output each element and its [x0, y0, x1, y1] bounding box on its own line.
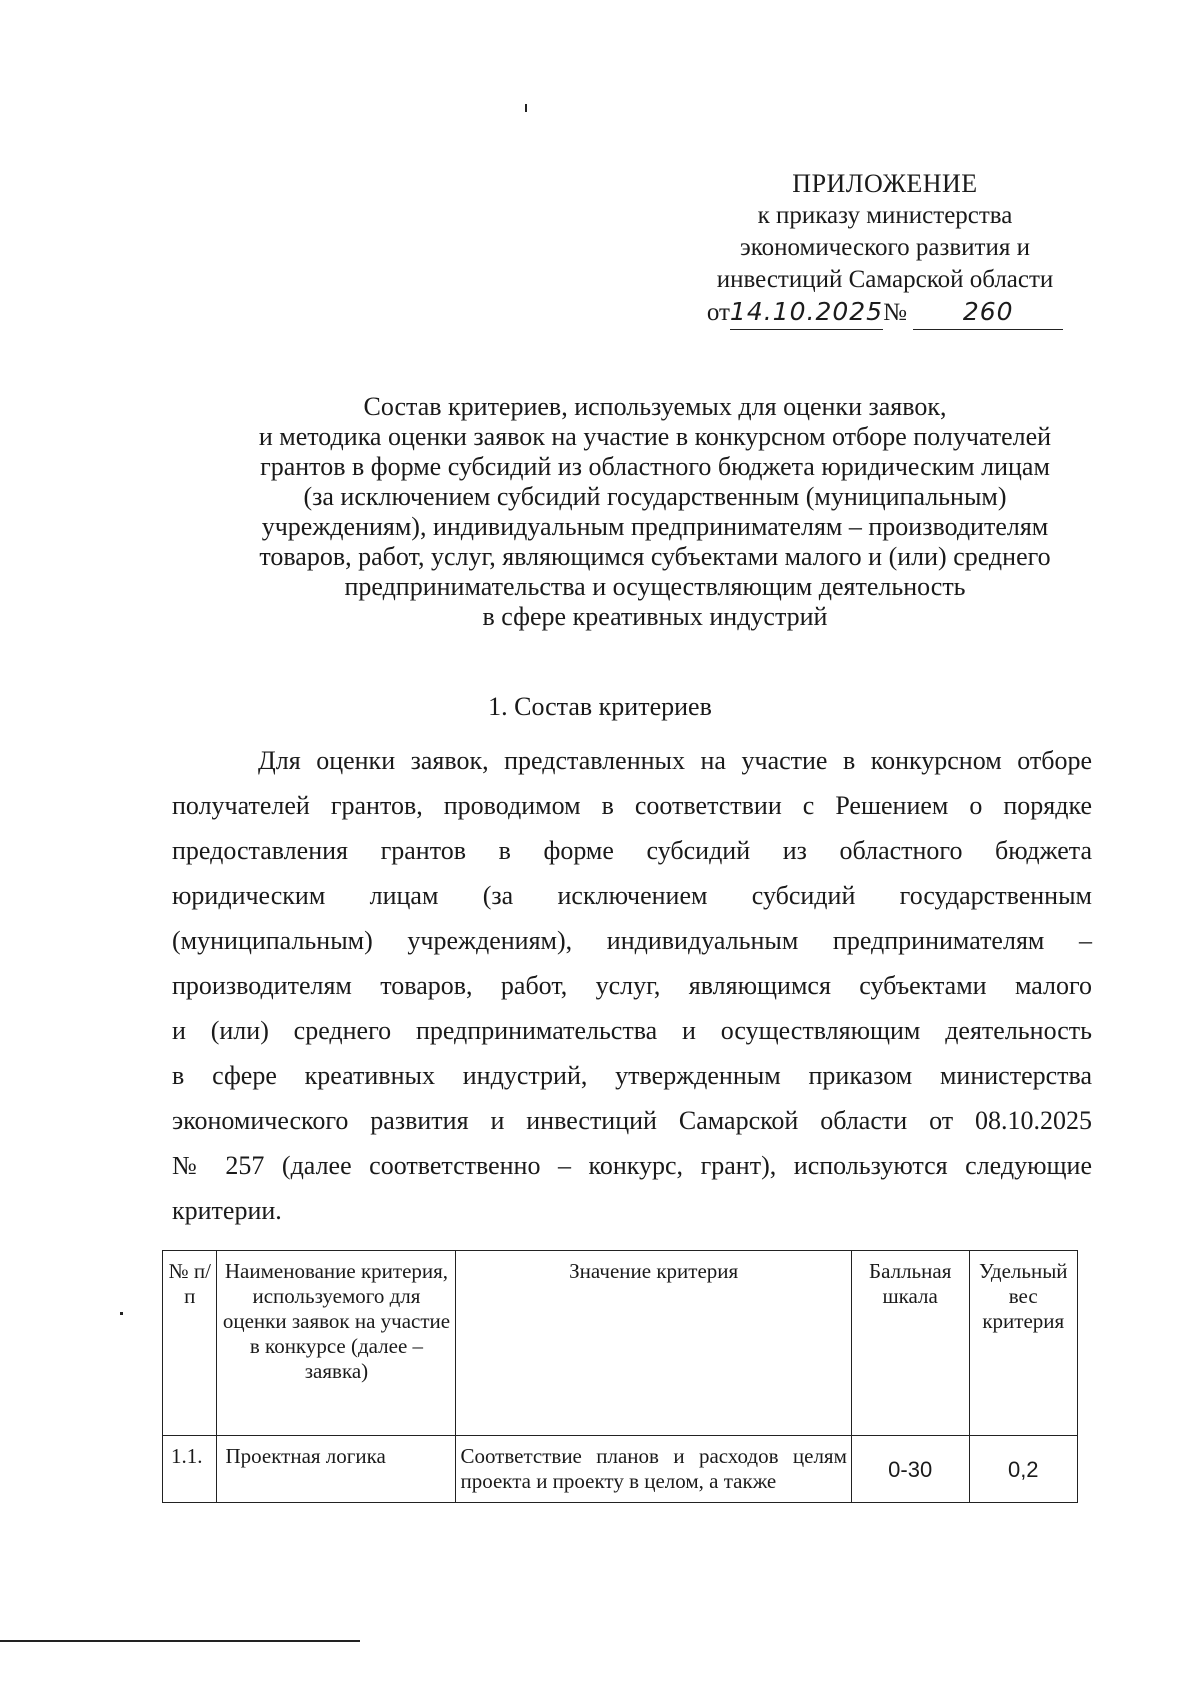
paragraph-line: получателей грантов, проводимом в соответствии с Решением о порядке: [172, 791, 1092, 820]
row-criterion-name: Проектная логика: [217, 1436, 456, 1503]
paragraph-line: в сфере креативных индустрий, утвержденным приказом министерства: [172, 1061, 1092, 1090]
header-criterion-name: Наименование критерия, используемого для оценки заявок на участие в конкурсе (далее – заявка): [217, 1251, 456, 1436]
appendix-line-2: экономического развития и: [740, 234, 1030, 261]
title-line: в сфере креативных индустрий: [482, 602, 828, 631]
header-criterion-value: Значение критерия: [456, 1251, 851, 1436]
paragraph-line: (муниципальным) учреждениям), индивидуальным предпринимателям –: [172, 926, 1092, 955]
document-title: [215, 392, 1095, 632]
row-weight: 0,2: [969, 1436, 1077, 1503]
header-weight: Удельный вес критерия: [969, 1251, 1077, 1436]
title-line: Состав критериев, используемых для оценки заявок,: [363, 392, 947, 421]
scan-mark: [525, 104, 527, 112]
paragraph-line: и (или) среднего предпринимательства и осуществляющим деятельность: [172, 1016, 1092, 1045]
appendix-line-3: инвестиций Самарской области: [716, 266, 1054, 293]
handwritten-date: 14.10.2025: [729, 297, 884, 326]
row-criterion-value: Соответствие планов и расходов целям проекта и проекту в целом, а также: [456, 1436, 851, 1503]
title-line: товаров, работ, услуг, являющимся субъектами малого и (или) среднего: [259, 542, 1051, 571]
paragraph-line: производителям товаров, работ, услуг, являющимся субъектами малого: [172, 971, 1092, 1000]
handwritten-number: 260: [962, 297, 1014, 326]
section-heading: 1. Состав критериев: [488, 692, 712, 721]
header-num: № п/п: [163, 1251, 217, 1436]
scan-mark: [120, 1312, 123, 1315]
appendix-date-row: [675, 296, 1095, 330]
appendix-line-1: к приказу министерства: [757, 202, 1013, 229]
paragraph-line: критерии.: [172, 1196, 282, 1225]
table-header-row: [163, 1251, 1078, 1436]
title-line: и методика оценки заявок на участие в конкурсном отборе получателей: [258, 422, 1052, 451]
paragraph-line: № 257 (далее соответственно – конкурс, грант), используются следующие: [172, 1151, 1092, 1180]
title-line: предпринимательства и осуществляющим деятельность: [344, 572, 966, 601]
title-line: учреждениям), индивидуальным предпринимателям – производителям: [261, 512, 1049, 541]
paragraph-line: юридическим лицам (за исключением субсидий государственным: [172, 881, 1092, 910]
appendix-block: [675, 168, 1095, 330]
row-num: 1.1.: [163, 1436, 217, 1503]
paragraph-line: Для оценки заявок, представленных на участие в конкурсном отборе: [258, 746, 1092, 775]
paragraph-line: предоставления грантов в форме субсидий из областного бюджета: [172, 836, 1092, 865]
title-line: грантов в форме субсидий из областного бюджета юридическим лицам: [260, 452, 1050, 481]
table-row: [163, 1436, 1078, 1503]
date-prefix: от: [706, 299, 730, 326]
criteria-table: [162, 1250, 1078, 1503]
appendix-title: ПРИЛОЖЕНИЕ: [792, 169, 978, 198]
footnote-separator: [0, 1640, 360, 1642]
paragraph-line: экономического развития и инвестиций Самарской области от 08.10.2025: [172, 1106, 1092, 1135]
title-line: (за исключением субсидий государственным (муниципальным): [303, 482, 1007, 511]
header-score-scale: Балльная шкала: [851, 1251, 969, 1436]
row-score-scale: 0-30: [851, 1436, 969, 1503]
number-sign: №: [883, 299, 907, 326]
body-paragraph: [172, 738, 1092, 1233]
